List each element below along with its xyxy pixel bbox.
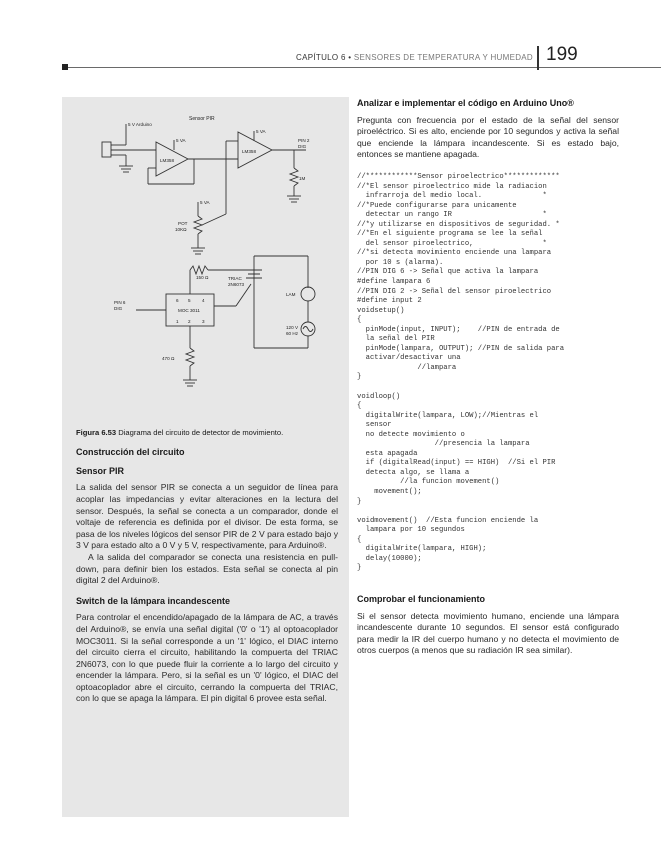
label-dig-1: DIG: [298, 144, 307, 149]
header-marker: [62, 64, 68, 70]
figure-caption: [76, 427, 338, 439]
chapter-number: CAPÍTULO 6: [296, 53, 346, 62]
label-sensor-pir: Sensor PIR: [189, 116, 215, 122]
label-opto-pin6: 6: [176, 298, 179, 303]
code-listing: //************Sensor piroelectrico************* //*El sensor piroelectrico mide la radiacion infrarroja del medio local. * //*Puede configurarse para unicamente detectar un rango IR * //*y utilizarse en dispositivos de seguridad. * //*En el siguiente programa se lee la señal del sensor piroelectrico, * //*si detecta movimiento enciende una lampara por 10 s (alarma). //PIN DIG 6 -> Señal que activa la lampara #define lampara 6 //PIN DIG 2 -> Señal del sensor piroelectrico #define input 2 voidsetup() { pinMode(input, INPUT); //PIN de entrada de la señal del PIR pinMode(lampara, OUTPUT); //PIN de salida para activar/desactivar una //lampara } voidloop() { digitalWrite(lampara, LOW);//Mientras el sensor no detecte movimiento o //presencia la lampara esta apagada if (digitalRead(input) == HIGH) //Si el PIR detecta algo, se llama a //la funcion movement() movement(); } voidmovement() //Esta funcion enciende la lampara por 10 segundos { digitalWrite(lampara, HIGH); delay(10000); }: [357, 172, 565, 573]
paragraph-switch: Para controlar el encendido/apagado de la lámpara de AC, a través del Arduino®, se envía una señal digital ('0' o '1') al optoacoplador MOC3011. Si la señal corresponde a un '1' lógico, el DIAC interno del circuito cierra el circuito, habilitando la compuerta del TRIAC 2N6073, con lo que puede fluir la corriente a lo largo del circuito y encender la lámpara. Pero, si la señal es un '0' lógico, el DIAC del optoacoplador abre el circuito, cerrando la compuerta del TRIAC, con lo que se apaga la lámpara. El pin digital 6 provee esta señal.: [76, 612, 338, 704]
label-opto-pin4: 4: [202, 298, 205, 303]
circuit-diagram: [76, 98, 338, 423]
label-5va-3: 5 VA: [200, 200, 210, 205]
lamp-symbol: [301, 287, 315, 301]
label-lm358-1: LM358: [160, 158, 175, 163]
running-header: [0, 40, 661, 70]
label-pin6: PIN 6: [114, 300, 126, 305]
header-bullet: •: [348, 53, 352, 62]
heading-check: Comprobar el funcionamiento: [357, 593, 486, 604]
label-5va-1: 5 VA: [176, 138, 186, 143]
header-rule: [62, 67, 661, 68]
label-pot-value: 10KΩ: [175, 227, 187, 232]
label-triac: TRIAC: [228, 276, 242, 281]
label-ac-hz: 60 Hz: [286, 331, 299, 336]
label-lamp: LAM: [286, 292, 296, 297]
triac-symbol: [246, 270, 262, 288]
pir-connector: [102, 142, 111, 157]
resistor-1m: [290, 168, 298, 186]
header-separator: [537, 46, 539, 70]
left-column: [76, 98, 338, 705]
paragraph-intro: Pregunta con frecuencia por el estado de la señal del sensor piroeléctrico. Si es alto, enciende por 10 segundos y activa la señal que enciende la lámpara incandescente. Si es estado bajo, entonces se mantiene apagada.: [357, 114, 619, 160]
paragraph-check: Si el sensor detecta movimiento humano, enciende una lámpara incandescente durante 10 segundos. El sensor está configurado para medir la IR del cuerpo humano y no detecta el movimiento de otros cuerpos (a menos que su radiación IR sea similar).: [357, 610, 619, 656]
label-opto: MOC 3011: [178, 308, 200, 313]
label-lm358-2: LM358: [242, 149, 257, 154]
figure-number: Figura 6.53: [76, 427, 117, 437]
label-pot: POT: [178, 221, 188, 226]
right-column: [357, 98, 619, 657]
heading-switch: Switch de la lámpara incandescente: [76, 595, 231, 606]
chapter-label: [296, 53, 533, 62]
label-1m: 1M: [299, 176, 306, 181]
resistor-150: [190, 266, 208, 274]
section-title: SENSORES DE TEMPERATURA Y HUMEDAD: [353, 53, 533, 62]
label-opto-pin2: 2: [188, 319, 191, 324]
heading-analyze: Analizar e implementar el código en Arduino Uno®: [357, 98, 574, 108]
label-ac-volts: 120 V: [286, 325, 299, 330]
heading-pir: Sensor PIR: [76, 465, 125, 476]
label-pin2: PIN 2: [298, 138, 310, 143]
label-triac-part: 2N6073: [228, 282, 245, 287]
paragraph-pir-1: La salida del sensor PIR se conecta a un seguidor de línea para acoplar las impedancias y evitar alteraciones en la lectura del sensor. Después, la señal se conecta a un comparador, donde el voltaje de referencia es definida por el divisor. De esta forma, se pasa de los niveles lógicos del sensor PIR de 2 V para estado bajo y 3 V para estado alto a 0 V y 5 V, respectivamente, para Arduino®.: [76, 482, 338, 551]
figure-caption-text: Diagrama del circuito de detector de movimiento.: [118, 427, 284, 437]
page-number: 199: [546, 44, 578, 65]
label-150: 150 Ω: [196, 275, 209, 280]
label-470: 470 Ω: [162, 356, 175, 361]
paragraph-pir-2: A la salida del comparador se conecta una resistencia en pull-down, para definir bien los estados. Esta señal se conecta al pin digital 2 del Arduino®.: [76, 551, 338, 586]
label-dig-2: DIG: [114, 306, 123, 311]
heading-construction: Construcción del circuito: [76, 447, 185, 458]
resistor-470: [186, 348, 194, 366]
label-opto-pin5: 5: [188, 298, 191, 303]
label-opto-pin3: 3: [202, 319, 205, 324]
label-5v-arduino: 5 V Arduino: [128, 122, 152, 127]
potentiometer: [194, 216, 202, 234]
label-5va-2: 5 VA: [256, 129, 266, 134]
label-opto-pin1: 1: [176, 319, 179, 324]
